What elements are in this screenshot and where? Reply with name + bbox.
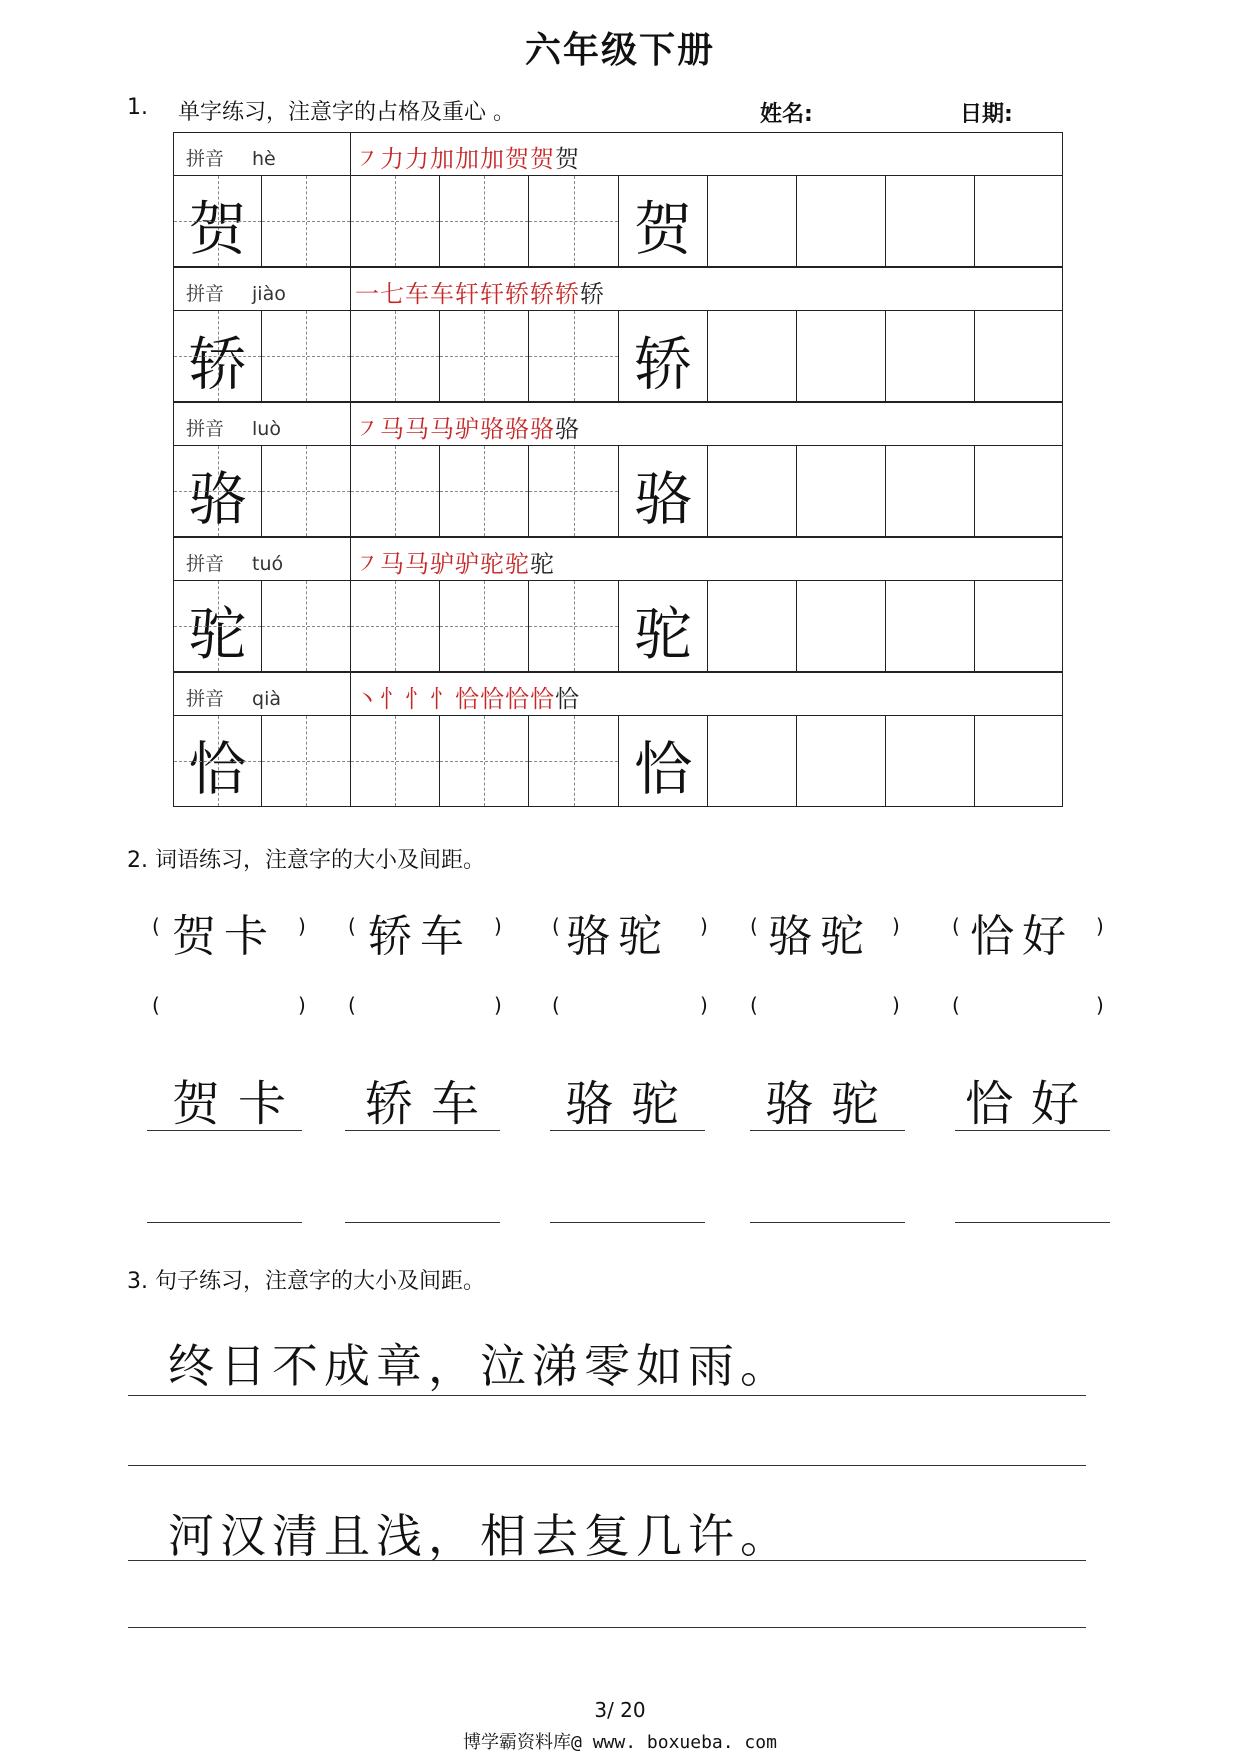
- practice-cell[interactable]: [708, 581, 797, 671]
- practice-cell[interactable]: [262, 446, 351, 536]
- word-model: 轿车: [365, 1076, 498, 1132]
- stroke-order: ㇇力力加加加贺贺贺: [355, 145, 580, 173]
- practice-cell[interactable]: [351, 446, 440, 536]
- page-title: 六年级下册: [524, 30, 715, 71]
- word-writing-line[interactable]: [550, 1130, 705, 1131]
- section3-label: 3. 句子练习，注意字的大小及间距。: [127, 1269, 485, 1294]
- writing-row: [173, 580, 1063, 672]
- sentence-writing-line[interactable]: [128, 1627, 1086, 1628]
- practice-cell[interactable]: [262, 311, 351, 401]
- practice-cell[interactable]: [529, 176, 619, 266]
- practice-cell[interactable]: [440, 176, 529, 266]
- word-display: 恰好: [970, 911, 1074, 962]
- practice-cell[interactable]: [797, 311, 886, 401]
- pinyin-value: tuó: [252, 553, 284, 575]
- word-writing-line[interactable]: [147, 1222, 302, 1223]
- word-model: 恰好: [965, 1076, 1098, 1132]
- model-character: 轿: [633, 330, 692, 398]
- practice-cell[interactable]: [797, 716, 886, 806]
- writing-row: [173, 715, 1063, 807]
- practice-cell[interactable]: [351, 176, 440, 266]
- practice-cell[interactable]: [975, 311, 1064, 401]
- date-label: 日期:: [960, 102, 1013, 127]
- pinyin-label: 拼音 hè: [186, 148, 276, 170]
- model-cell: [174, 176, 262, 266]
- page-number: 3/ 20: [594, 1698, 646, 1722]
- stroke-order: ㇇马马驴驴驼驼驼: [355, 550, 555, 578]
- practice-cell[interactable]: [797, 446, 886, 536]
- model-cell: [619, 176, 708, 266]
- practice-cell[interactable]: [529, 446, 619, 536]
- practice-cell[interactable]: [975, 716, 1064, 806]
- word-writing-line[interactable]: [147, 1130, 302, 1131]
- word-writing-line[interactable]: [345, 1222, 500, 1223]
- writing-row: [173, 175, 1063, 267]
- sentence-writing-line[interactable]: [128, 1395, 1086, 1396]
- practice-cell[interactable]: [886, 446, 975, 536]
- practice-cell[interactable]: [440, 446, 529, 536]
- sentence-writing-line[interactable]: [128, 1560, 1086, 1561]
- practice-cell[interactable]: [886, 716, 975, 806]
- pinyin-label: 拼音 qià: [186, 688, 281, 710]
- practice-cell[interactable]: [708, 311, 797, 401]
- word-writing-line[interactable]: [345, 1130, 500, 1131]
- practice-cell[interactable]: [975, 581, 1064, 671]
- word-writing-line[interactable]: [550, 1222, 705, 1223]
- sentence-writing-line[interactable]: [128, 1465, 1086, 1466]
- stroke-order: 一七车车轩轩轿轿轿轿: [355, 280, 605, 308]
- model-character: 骆: [633, 465, 692, 533]
- word-model: 贺卡: [172, 1076, 305, 1132]
- model-character: 恰: [633, 735, 692, 803]
- pinyin-row: [173, 132, 1063, 175]
- word-writing-line[interactable]: [955, 1222, 1110, 1223]
- word-display: 轿车: [368, 911, 472, 962]
- section1-number: 1.: [127, 95, 148, 120]
- word-writing-line[interactable]: [955, 1130, 1110, 1131]
- practice-cell[interactable]: [529, 581, 619, 671]
- source-watermark: 博学霸资料库@ www. boxueba. com: [463, 1732, 777, 1753]
- practice-cell[interactable]: [975, 176, 1064, 266]
- section1-label: 单字练习，注意字的占格及重心 。: [178, 100, 515, 125]
- model-cell: [619, 446, 708, 536]
- practice-cell[interactable]: [886, 581, 975, 671]
- model-character: 贺: [633, 195, 692, 263]
- practice-cell[interactable]: [440, 716, 529, 806]
- model-character: 恰: [188, 735, 247, 803]
- practice-cell[interactable]: [351, 311, 440, 401]
- model-character: 驼: [188, 600, 247, 668]
- practice-cell[interactable]: [529, 311, 619, 401]
- word-writing-line[interactable]: [750, 1222, 905, 1223]
- stroke-order: 丶忄忄忄恰恰恰恰恰: [355, 685, 580, 713]
- stroke-order: ㇇马马马驴骆骆骆骆: [355, 415, 580, 443]
- pinyin-value: qià: [252, 688, 281, 710]
- model-cell: [619, 581, 708, 671]
- practice-cell[interactable]: [975, 446, 1064, 536]
- practice-cell[interactable]: [886, 176, 975, 266]
- practice-cell[interactable]: [708, 716, 797, 806]
- model-character: 骆: [188, 465, 247, 533]
- practice-cell[interactable]: [797, 176, 886, 266]
- model-cell: [174, 311, 262, 401]
- word-display: 贺卡: [172, 911, 276, 962]
- practice-cell[interactable]: [529, 716, 619, 806]
- practice-cell[interactable]: [440, 311, 529, 401]
- pinyin-row: [173, 672, 1063, 715]
- pinyin-row: [173, 267, 1063, 310]
- pinyin-row: [173, 402, 1063, 445]
- pinyin-value: hè: [252, 148, 276, 170]
- model-character: 驼: [633, 600, 692, 668]
- word-writing-line[interactable]: [750, 1130, 905, 1131]
- pinyin-value: luò: [252, 418, 281, 440]
- sentence-model: 河汉清且浅，相去复几许。: [168, 1509, 792, 1563]
- practice-cell[interactable]: [351, 581, 440, 671]
- name-label: 姓名:: [760, 102, 813, 127]
- pinyin-row: [173, 537, 1063, 580]
- practice-cell[interactable]: [708, 446, 797, 536]
- model-cell: [174, 446, 262, 536]
- practice-cell[interactable]: [886, 311, 975, 401]
- model-cell: [619, 716, 708, 806]
- word-display: 骆驼: [768, 911, 872, 962]
- word-display-row: ( 贺卡 ) ( 轿车 ) ( 骆驼 ) ( 骆驼 ) ( 恰好 ): [150, 900, 1150, 960]
- sentence-model: 终日不成章，泣涕零如雨。: [168, 1339, 792, 1393]
- character-practice-table: [173, 132, 1063, 807]
- practice-cell[interactable]: [351, 716, 440, 806]
- pinyin-blank-row: ( ) ( ) ( ) ( ) ( ): [152, 993, 1104, 1017]
- model-character: 轿: [188, 330, 247, 398]
- model-cell: [174, 581, 262, 671]
- practice-cell[interactable]: [262, 176, 351, 266]
- writing-row: [173, 310, 1063, 402]
- practice-cell[interactable]: [262, 716, 351, 806]
- pinyin-value: jiào: [252, 283, 286, 305]
- model-character: 贺: [188, 195, 247, 263]
- practice-cell[interactable]: [262, 581, 351, 671]
- model-cell: [174, 716, 262, 806]
- section2-label: 2. 词语练习，注意字的大小及间距。: [127, 848, 485, 873]
- model-cell: [619, 311, 708, 401]
- pinyin-label: 拼音 tuó: [186, 553, 284, 575]
- writing-row: [173, 445, 1063, 537]
- practice-cell[interactable]: [797, 581, 886, 671]
- word-display: 骆驼: [566, 911, 670, 962]
- word-model: 骆驼: [565, 1076, 698, 1132]
- pinyin-label: 拼音 luò: [186, 418, 281, 440]
- practice-cell[interactable]: [440, 581, 529, 671]
- practice-cell[interactable]: [708, 176, 797, 266]
- pinyin-label: 拼音 jiào: [186, 283, 286, 305]
- word-model: 骆驼: [765, 1076, 898, 1132]
